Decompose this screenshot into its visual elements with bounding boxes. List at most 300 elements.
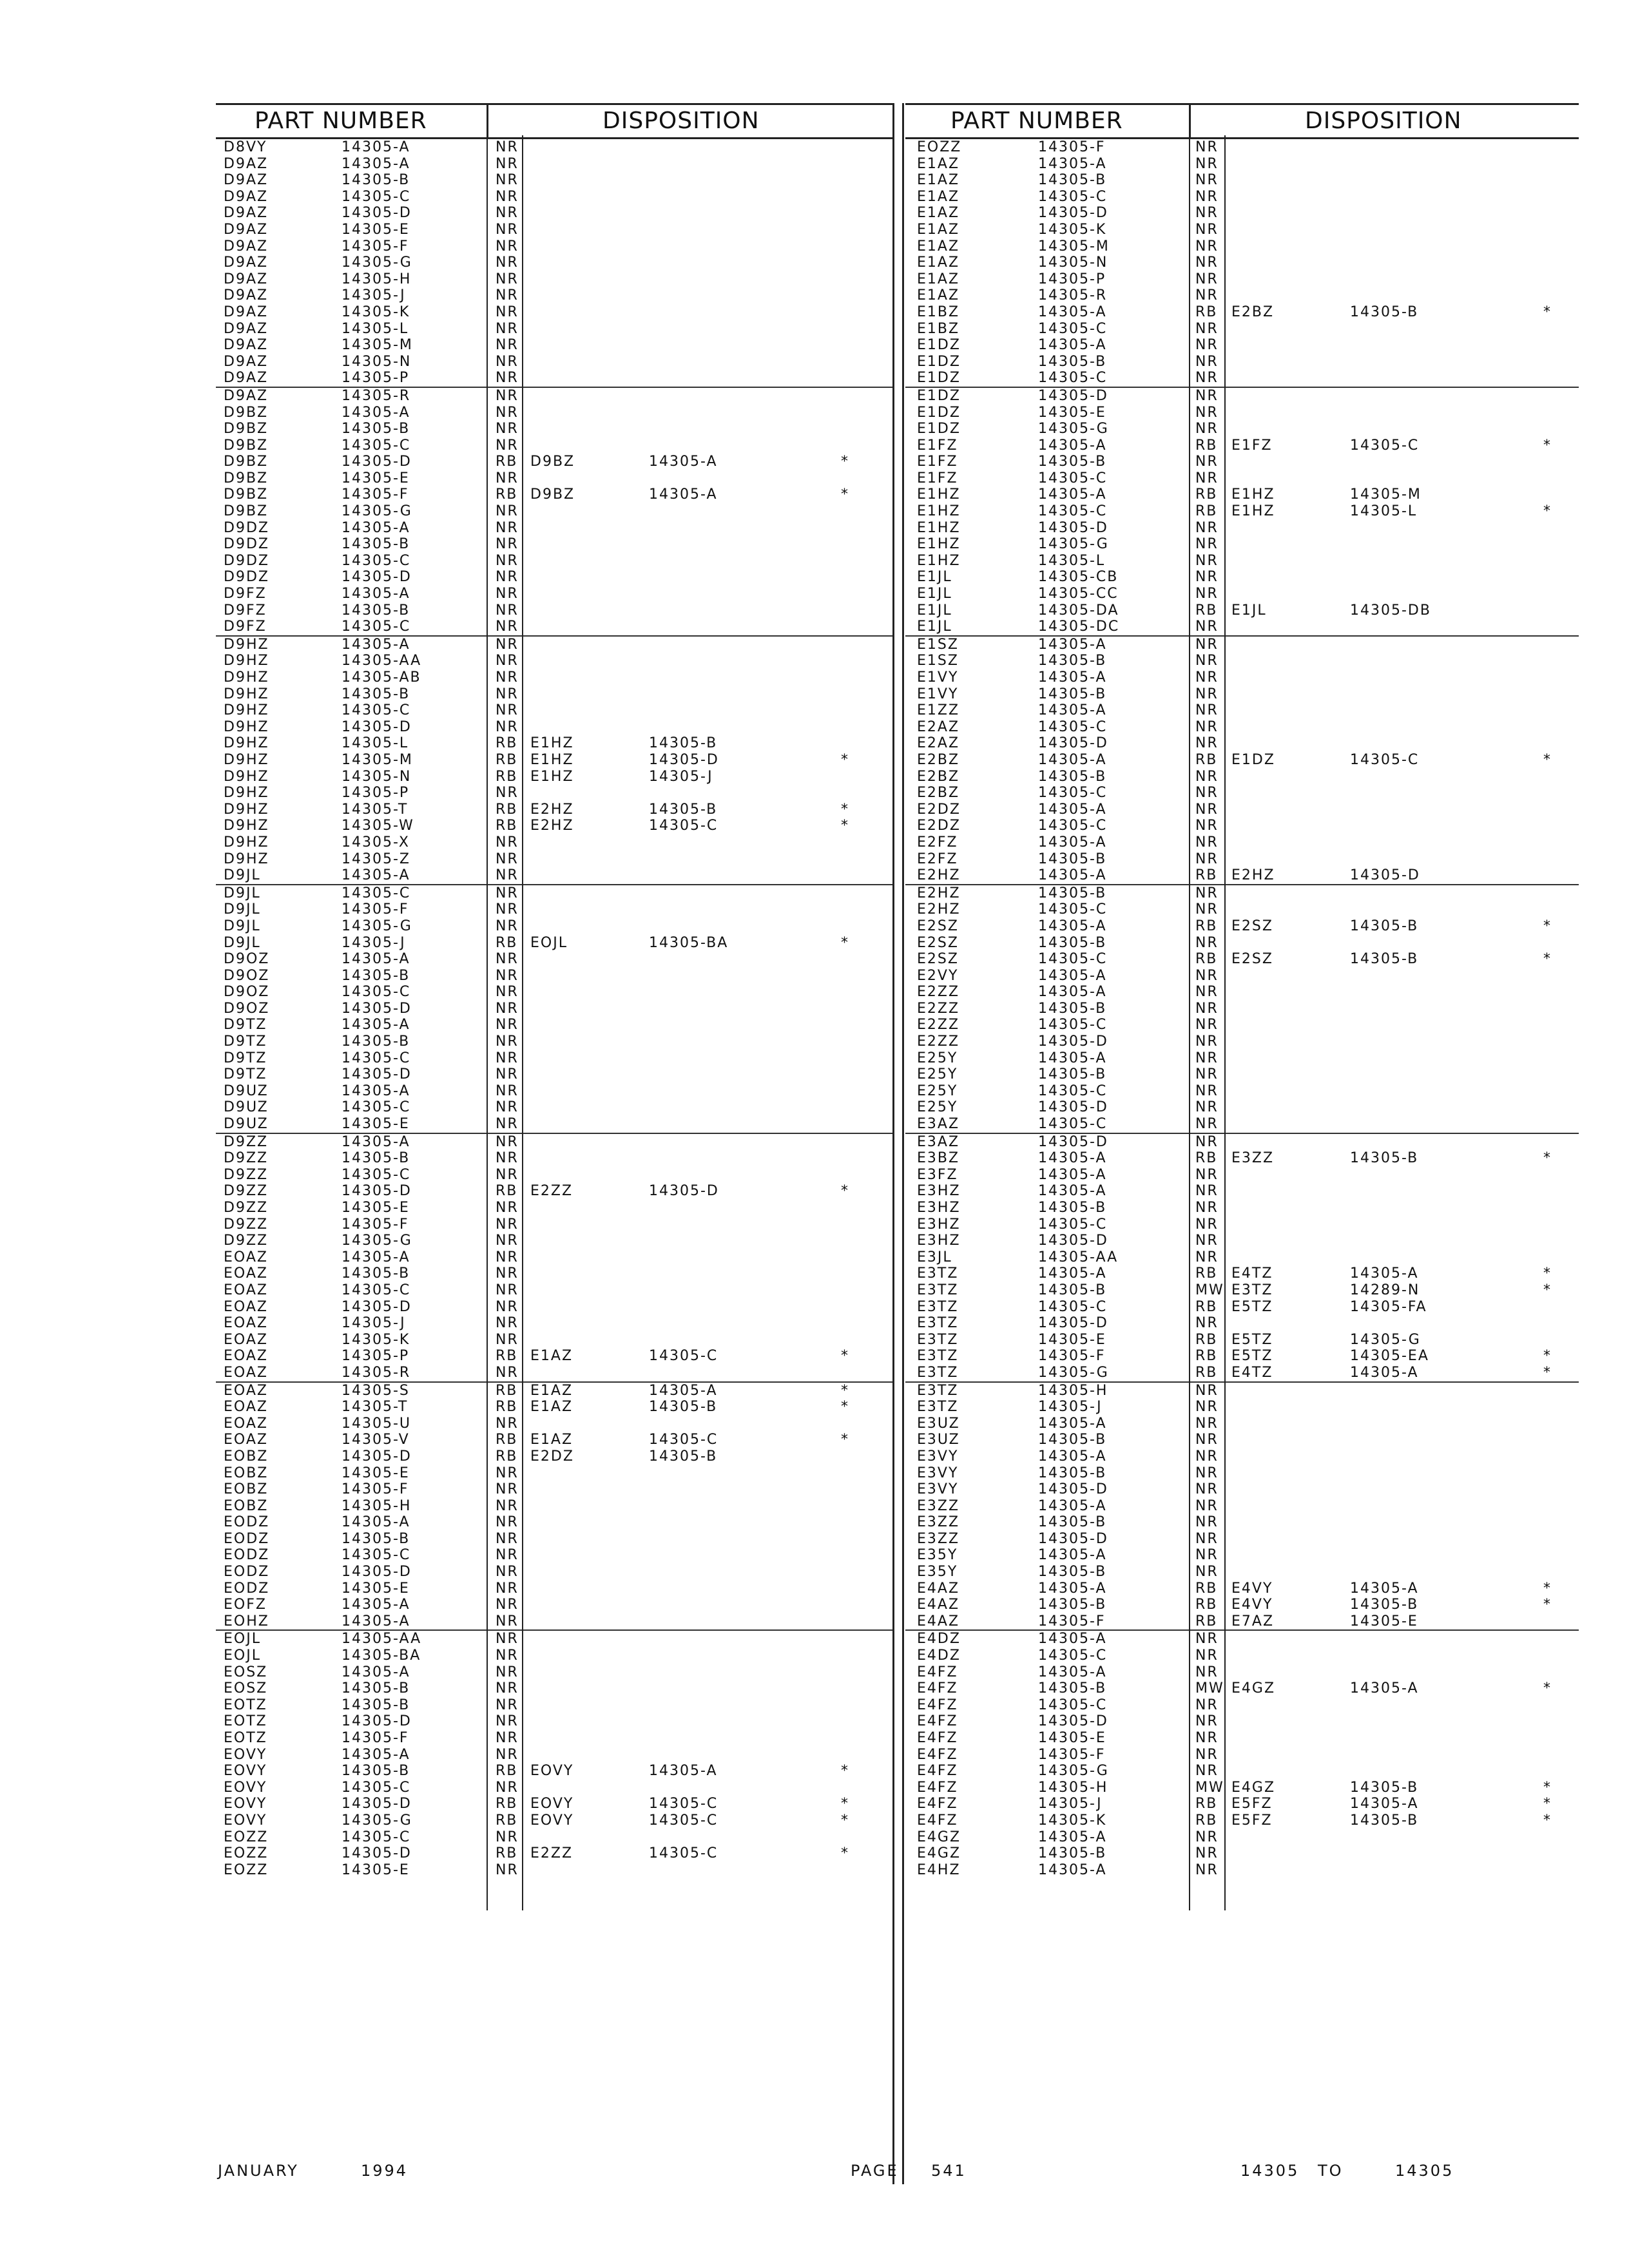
table-row (905, 935, 1579, 952)
table-row (905, 337, 1579, 354)
table-row (905, 1348, 1579, 1365)
part-suffix: 14305-A (342, 586, 410, 602)
replacement-part-code: E1HZ (1231, 486, 1275, 503)
disposition-code: NR (1195, 735, 1219, 752)
disposition-code: NR (496, 885, 519, 901)
part-code: D9AZ (224, 370, 269, 387)
disposition-code: NR (496, 1331, 519, 1348)
table-row (216, 255, 892, 271)
replacement-part-code: E5TZ (1231, 1348, 1273, 1365)
table-row (905, 1265, 1579, 1282)
part-code: E4DZ (917, 1648, 961, 1664)
part-suffix: 14305-A (342, 1017, 410, 1033)
table-row (216, 818, 892, 834)
table-row (905, 802, 1579, 818)
part-code: E3UZ (917, 1415, 960, 1432)
disposition-code: RB (496, 751, 518, 768)
table-row (216, 918, 892, 935)
part-code: E1BZ (917, 320, 960, 337)
disposition-code: RB (1195, 1812, 1218, 1829)
part-suffix: 14305-E (342, 1580, 410, 1597)
part-code: EODZ (224, 1547, 270, 1564)
disposition-code: NR (1195, 205, 1219, 222)
replacement-part-suffix: 14305-B (1350, 1779, 1419, 1796)
replacement-part-code: E4VY (1231, 1580, 1273, 1597)
part-code: E1HZ (917, 519, 961, 536)
part-code: E3TZ (917, 1265, 959, 1282)
table-row (905, 1780, 1579, 1796)
replacement-part-code: E1AZ (530, 1382, 574, 1399)
part-code: EOSZ (224, 1680, 268, 1697)
table-row (905, 1597, 1579, 1613)
right-rows (905, 139, 1579, 1878)
right-column (905, 103, 1579, 1878)
replacement-part-suffix: 14305-A (1350, 1680, 1419, 1697)
part-suffix: 14305-G (342, 255, 412, 271)
part-code: E1AZ (917, 287, 960, 304)
part-code: E2BZ (917, 751, 960, 768)
replacement-part-suffix: 14305-B (1350, 1812, 1419, 1829)
replacement-part-code: E4TZ (1231, 1364, 1273, 1381)
part-suffix: 14305-V (342, 1432, 410, 1448)
part-code: EODZ (224, 1514, 270, 1531)
part-suffix: 14305-A (342, 636, 410, 653)
disposition-code: RB (1195, 602, 1218, 619)
disposition-code: NR (1195, 1166, 1219, 1183)
part-code: D9DZ (224, 552, 269, 569)
footer-year: 1994 (361, 2162, 409, 2180)
part-code: E2DZ (917, 801, 961, 818)
part-code: D9UZ (224, 1116, 269, 1133)
part-code: D9ZZ (224, 1150, 269, 1167)
table-row (905, 719, 1579, 736)
part-suffix: 14305-D (342, 205, 412, 222)
part-code: E1AZ (917, 271, 960, 287)
table-row (216, 189, 892, 206)
part-suffix: 14305-B (342, 686, 410, 702)
disposition-code: NR (1195, 785, 1219, 802)
table-row (905, 1416, 1579, 1432)
disposition-code: NR (496, 901, 519, 918)
table-row (905, 1845, 1579, 1862)
asterisk-flag: * (841, 1845, 849, 1862)
table-row (905, 1465, 1579, 1482)
asterisk-flag: * (1543, 751, 1552, 768)
table-row (905, 752, 1579, 769)
disposition-code: NR (1195, 155, 1219, 172)
table-row (905, 405, 1579, 421)
table-row (905, 1133, 1579, 1151)
part-suffix: 14305-B (342, 172, 410, 189)
replacement-part-suffix: 14305-B (649, 735, 718, 752)
left-column (216, 103, 892, 1878)
disposition-code: NR (496, 850, 519, 867)
table-row (905, 1564, 1579, 1581)
table-row (216, 1680, 892, 1697)
part-code: EOAZ (224, 1415, 268, 1432)
part-code: D9HZ (224, 818, 269, 834)
replacement-part-suffix: 14305-DB (1350, 602, 1431, 619)
disposition-code: NR (496, 552, 519, 569)
replacement-part-suffix: 14289-N (1350, 1282, 1420, 1298)
part-code: D9AZ (224, 271, 269, 287)
part-code: E2HZ (917, 885, 961, 901)
table-row (216, 1381, 892, 1399)
disposition-code: NR (496, 387, 519, 404)
part-code: E1SZ (917, 636, 959, 653)
part-code: D9JL (224, 901, 261, 918)
replacement-part-code: E4VY (1231, 1597, 1273, 1613)
table-row (905, 867, 1579, 884)
part-code: D9AZ (224, 337, 269, 354)
disposition-code: NR (1195, 1631, 1219, 1648)
part-suffix: 14305-B (1038, 653, 1107, 669)
disposition-code: RB (496, 1183, 518, 1200)
replacement-part-code: E5FZ (1231, 1796, 1273, 1812)
part-suffix: 14305-D (1038, 1530, 1108, 1547)
disposition-code: NR (496, 1680, 519, 1697)
table-row (216, 1001, 892, 1017)
part-code: E1DZ (917, 337, 961, 354)
part-suffix: 14305-A (342, 867, 410, 884)
disposition-code: RB (496, 818, 518, 834)
part-suffix: 14305-G (342, 503, 412, 520)
part-suffix: 14305-B (1038, 172, 1107, 189)
disposition-code: NR (496, 1282, 519, 1298)
table-row (216, 454, 892, 470)
part-suffix: 14305-B (342, 421, 410, 437)
disposition-code: NR (496, 1017, 519, 1033)
table-row (905, 602, 1579, 619)
disposition-code: NR (1195, 1696, 1219, 1713)
table-row (905, 1629, 1579, 1648)
replacement-part-code: E1HZ (530, 735, 574, 752)
part-suffix: 14305-B (1038, 768, 1107, 785)
part-code: EOAZ (224, 1315, 268, 1332)
part-suffix: 14305-K (1038, 221, 1107, 238)
disposition-code: NR (496, 155, 519, 172)
disposition-code: RB (496, 1763, 518, 1780)
table-row (905, 619, 1579, 635)
disposition-code: NR (496, 353, 519, 370)
part-code: E1ZZ (917, 702, 960, 719)
left-part-divider (487, 135, 488, 1910)
part-suffix: 14305-D (342, 1448, 412, 1465)
part-suffix: 14305-F (342, 1730, 409, 1746)
disposition-code: NR (496, 1497, 519, 1514)
part-code: E3JL (917, 1249, 952, 1265)
part-code: EOVY (224, 1763, 267, 1780)
part-suffix: 14305-A (342, 1664, 410, 1680)
replacement-part-code: D9BZ (530, 486, 575, 503)
part-code: D8VY (224, 139, 267, 155)
part-code: D9ZZ (224, 1133, 269, 1150)
part-suffix: 14305-L (1038, 552, 1106, 569)
disposition-code: NR (1195, 1099, 1219, 1116)
replacement-part-code: E2HZ (530, 801, 574, 818)
part-code: EOFZ (224, 1597, 267, 1613)
part-suffix: 14305-P (342, 370, 410, 387)
replacement-part-code: EOVY (530, 1796, 574, 1812)
disposition-code: NR (496, 536, 519, 553)
right-part-divider (1189, 135, 1190, 1910)
part-code: D9JL (224, 934, 261, 951)
replacement-part-suffix: 14305-D (649, 1183, 719, 1200)
replacement-part-code: E2HZ (1231, 867, 1275, 884)
part-suffix: 14305-J (1038, 1796, 1103, 1812)
table-row (216, 752, 892, 769)
disposition-code: NR (496, 1481, 519, 1498)
replacement-part-code: E4GZ (1231, 1779, 1276, 1796)
table-row (905, 1812, 1579, 1829)
asterisk-flag: * (841, 801, 849, 818)
replacement-part-suffix: 14305-A (1350, 1364, 1419, 1381)
table-row (216, 1315, 892, 1332)
disposition-code: NR (496, 188, 519, 205)
part-code: D9BZ (224, 503, 269, 520)
replacement-part-suffix: 14305-A (1350, 1265, 1419, 1282)
table-row (905, 321, 1579, 338)
disposition-code: NR (1195, 1216, 1219, 1233)
replacement-part-suffix: 14305-B (1350, 951, 1419, 968)
part-suffix: 14305-K (342, 303, 410, 320)
part-suffix: 14305-E (342, 221, 410, 238)
part-suffix: 14305-D (1038, 1133, 1108, 1150)
part-suffix: 14305-B (342, 1265, 410, 1282)
table-row (905, 1183, 1579, 1200)
part-code: D9OZ (224, 1000, 270, 1017)
part-suffix: 14305-S (342, 1382, 410, 1399)
table-row (905, 569, 1579, 586)
part-code: D9ZZ (224, 1200, 269, 1216)
disposition-code: RB (1195, 751, 1218, 768)
table-row (905, 586, 1579, 602)
disposition-code: NR (1195, 1082, 1219, 1099)
part-suffix: 14305-D (1038, 1713, 1108, 1730)
part-suffix: 14305-Z (342, 850, 410, 867)
replacement-part-code: E1HZ (530, 768, 574, 785)
replacement-part-code: EOVY (530, 1812, 574, 1829)
table-row (216, 1348, 892, 1365)
part-suffix: 14305-C (342, 188, 411, 205)
table-row (216, 1432, 892, 1448)
part-suffix: 14305-CB (1038, 569, 1119, 586)
part-code: E1AZ (917, 238, 960, 255)
part-code: D9ZZ (224, 1216, 269, 1233)
part-suffix: 14305-AA (342, 1631, 422, 1648)
asterisk-flag: * (841, 1382, 849, 1399)
part-code: EOAZ (224, 1432, 268, 1448)
part-suffix: 14305-F (342, 1216, 409, 1233)
table-row (905, 437, 1579, 454)
part-code: EOVY (224, 1779, 267, 1796)
disposition-code: RB (1195, 1580, 1218, 1597)
disposition-code: NR (1195, 1481, 1219, 1498)
disposition-code: RB (1195, 1597, 1218, 1613)
part-code: D9AZ (224, 387, 269, 404)
table-row (216, 1200, 892, 1216)
disposition-code: NR (496, 1613, 519, 1629)
part-code: D9DZ (224, 536, 269, 553)
disposition-code: NR (1195, 984, 1219, 1001)
disposition-code: NR (1195, 1547, 1219, 1564)
table-row (216, 470, 892, 487)
table-row (216, 1648, 892, 1664)
part-suffix: 14305-AB (342, 669, 421, 686)
disposition-code: NR (1195, 1033, 1219, 1050)
disposition-code: NR (496, 1713, 519, 1730)
table-row (216, 1033, 892, 1050)
table-row (216, 702, 892, 719)
table-row (216, 222, 892, 238)
part-code: D9TZ (224, 1066, 267, 1083)
part-code: D9AZ (224, 255, 269, 271)
disposition-code: NR (1195, 1233, 1219, 1249)
disposition-code: NR (1195, 188, 1219, 205)
part-code: E1AZ (917, 155, 960, 172)
disposition-code: NR (496, 702, 519, 719)
part-suffix: 14305-A (1038, 1497, 1107, 1514)
table-row (905, 1448, 1579, 1465)
disposition-code: NR (496, 867, 519, 884)
part-code: E3HZ (917, 1183, 961, 1200)
part-suffix: 14305-D (1038, 1033, 1108, 1050)
table-row (905, 785, 1579, 802)
part-code: E2FZ (917, 850, 958, 867)
part-code: E25Y (917, 1066, 958, 1083)
disposition-code: NR (496, 337, 519, 354)
disposition-code: NR (496, 1298, 519, 1315)
part-code: E1DZ (917, 404, 961, 421)
part-suffix: 14305-A (1038, 702, 1107, 719)
disposition-code: NR (496, 718, 519, 735)
part-suffix: 14305-B (1038, 1845, 1107, 1862)
table-row (905, 139, 1579, 156)
part-code: E1AZ (917, 188, 960, 205)
part-code: E2FZ (917, 834, 958, 850)
table-row (216, 769, 892, 785)
part-code: E3VY (917, 1448, 959, 1465)
disposition-code: NR (1195, 1415, 1219, 1432)
disposition-code: NR (1195, 1382, 1219, 1399)
part-code: EOBZ (224, 1497, 269, 1514)
part-code: EOJL (224, 1631, 261, 1648)
disposition-code: NR (1195, 636, 1219, 653)
part-suffix: 14305-BA (342, 1648, 421, 1664)
table-row (905, 901, 1579, 918)
part-suffix: 14305-B (1038, 1564, 1107, 1581)
part-code: D9HZ (224, 834, 269, 850)
part-suffix: 14305-A (1038, 984, 1107, 1001)
disposition-code: NR (496, 1000, 519, 1017)
table-row (905, 255, 1579, 271)
part-code: D9JL (224, 885, 261, 901)
part-code: E4AZ (917, 1613, 960, 1629)
part-code: E3TZ (917, 1348, 959, 1365)
part-suffix: 14305-E (342, 1861, 410, 1878)
disposition-code: NR (1195, 1448, 1219, 1465)
part-suffix: 14305-A (1038, 1580, 1107, 1597)
table-row (905, 553, 1579, 570)
right-code-divider (1224, 135, 1226, 1910)
table-row (216, 370, 892, 387)
table-row (216, 1613, 892, 1630)
table-row (905, 1613, 1579, 1630)
asterisk-flag: * (1543, 918, 1552, 934)
disposition-code: NR (1195, 337, 1219, 354)
part-suffix: 14305-F (342, 1481, 409, 1498)
table-row (905, 1167, 1579, 1184)
table-row (216, 1265, 892, 1282)
part-code: EOBZ (224, 1465, 269, 1481)
replacement-part-code: E1DZ (1231, 751, 1275, 768)
disposition-code: NR (1195, 1829, 1219, 1845)
part-code: D9BZ (224, 470, 269, 486)
part-code: E3VY (917, 1465, 959, 1481)
table-row (216, 1017, 892, 1033)
table-row (905, 156, 1579, 173)
table-row (216, 421, 892, 437)
table-row (216, 1116, 892, 1133)
part-suffix: 14305-A (342, 1082, 410, 1099)
part-suffix: 14305-T (342, 801, 409, 818)
part-code: E4FZ (917, 1812, 958, 1829)
table-row (905, 669, 1579, 686)
disposition-code: NR (1195, 885, 1219, 901)
table-row (905, 387, 1579, 405)
table-row (905, 172, 1579, 189)
replacement-part-suffix: 14305-C (1350, 437, 1420, 454)
part-code: EOVY (224, 1812, 267, 1829)
part-number-heading-right: PART NUMBER (950, 108, 1123, 134)
table-row (905, 486, 1579, 503)
part-suffix: 14305-A (1038, 1265, 1107, 1282)
part-suffix: 14305-F (1038, 1348, 1106, 1365)
table-row (216, 1167, 892, 1184)
table-row (905, 1001, 1579, 1017)
replacement-part-suffix: 14305-E (1350, 1613, 1418, 1629)
replacement-part-suffix: 14305-C (649, 818, 718, 834)
asterisk-flag: * (1543, 503, 1552, 520)
part-suffix: 14305-G (342, 918, 412, 934)
footer-range-to: 14305 (1395, 2162, 1454, 2180)
replacement-part-code: E1HZ (1231, 503, 1275, 520)
part-suffix: 14305-C (342, 984, 411, 1001)
table-row (905, 205, 1579, 222)
part-suffix: 14305-P (1038, 271, 1106, 287)
part-suffix: 14305-N (1038, 255, 1108, 271)
part-suffix: 14305-E (342, 470, 410, 486)
part-code: D9HZ (224, 686, 269, 702)
part-code: E1HZ (917, 503, 961, 520)
part-code: E35Y (917, 1564, 958, 1581)
disposition-code: NR (1195, 1514, 1219, 1531)
table-row (905, 1315, 1579, 1332)
part-code: D9AZ (224, 353, 269, 370)
part-code: D9BZ (224, 437, 269, 454)
table-row (905, 851, 1579, 868)
part-suffix: 14305-D (342, 1796, 412, 1812)
part-code: E4FZ (917, 1680, 958, 1697)
part-suffix: 14305-P (342, 1348, 410, 1365)
disposition-code: NR (496, 221, 519, 238)
part-code: EOZZ (917, 139, 962, 155)
disposition-code: NR (1195, 1497, 1219, 1514)
table-row (905, 421, 1579, 437)
replacement-part-code: E2SZ (1231, 951, 1273, 968)
replacement-part-suffix: 14305-B (649, 1448, 718, 1465)
part-code: E4FZ (917, 1713, 958, 1730)
